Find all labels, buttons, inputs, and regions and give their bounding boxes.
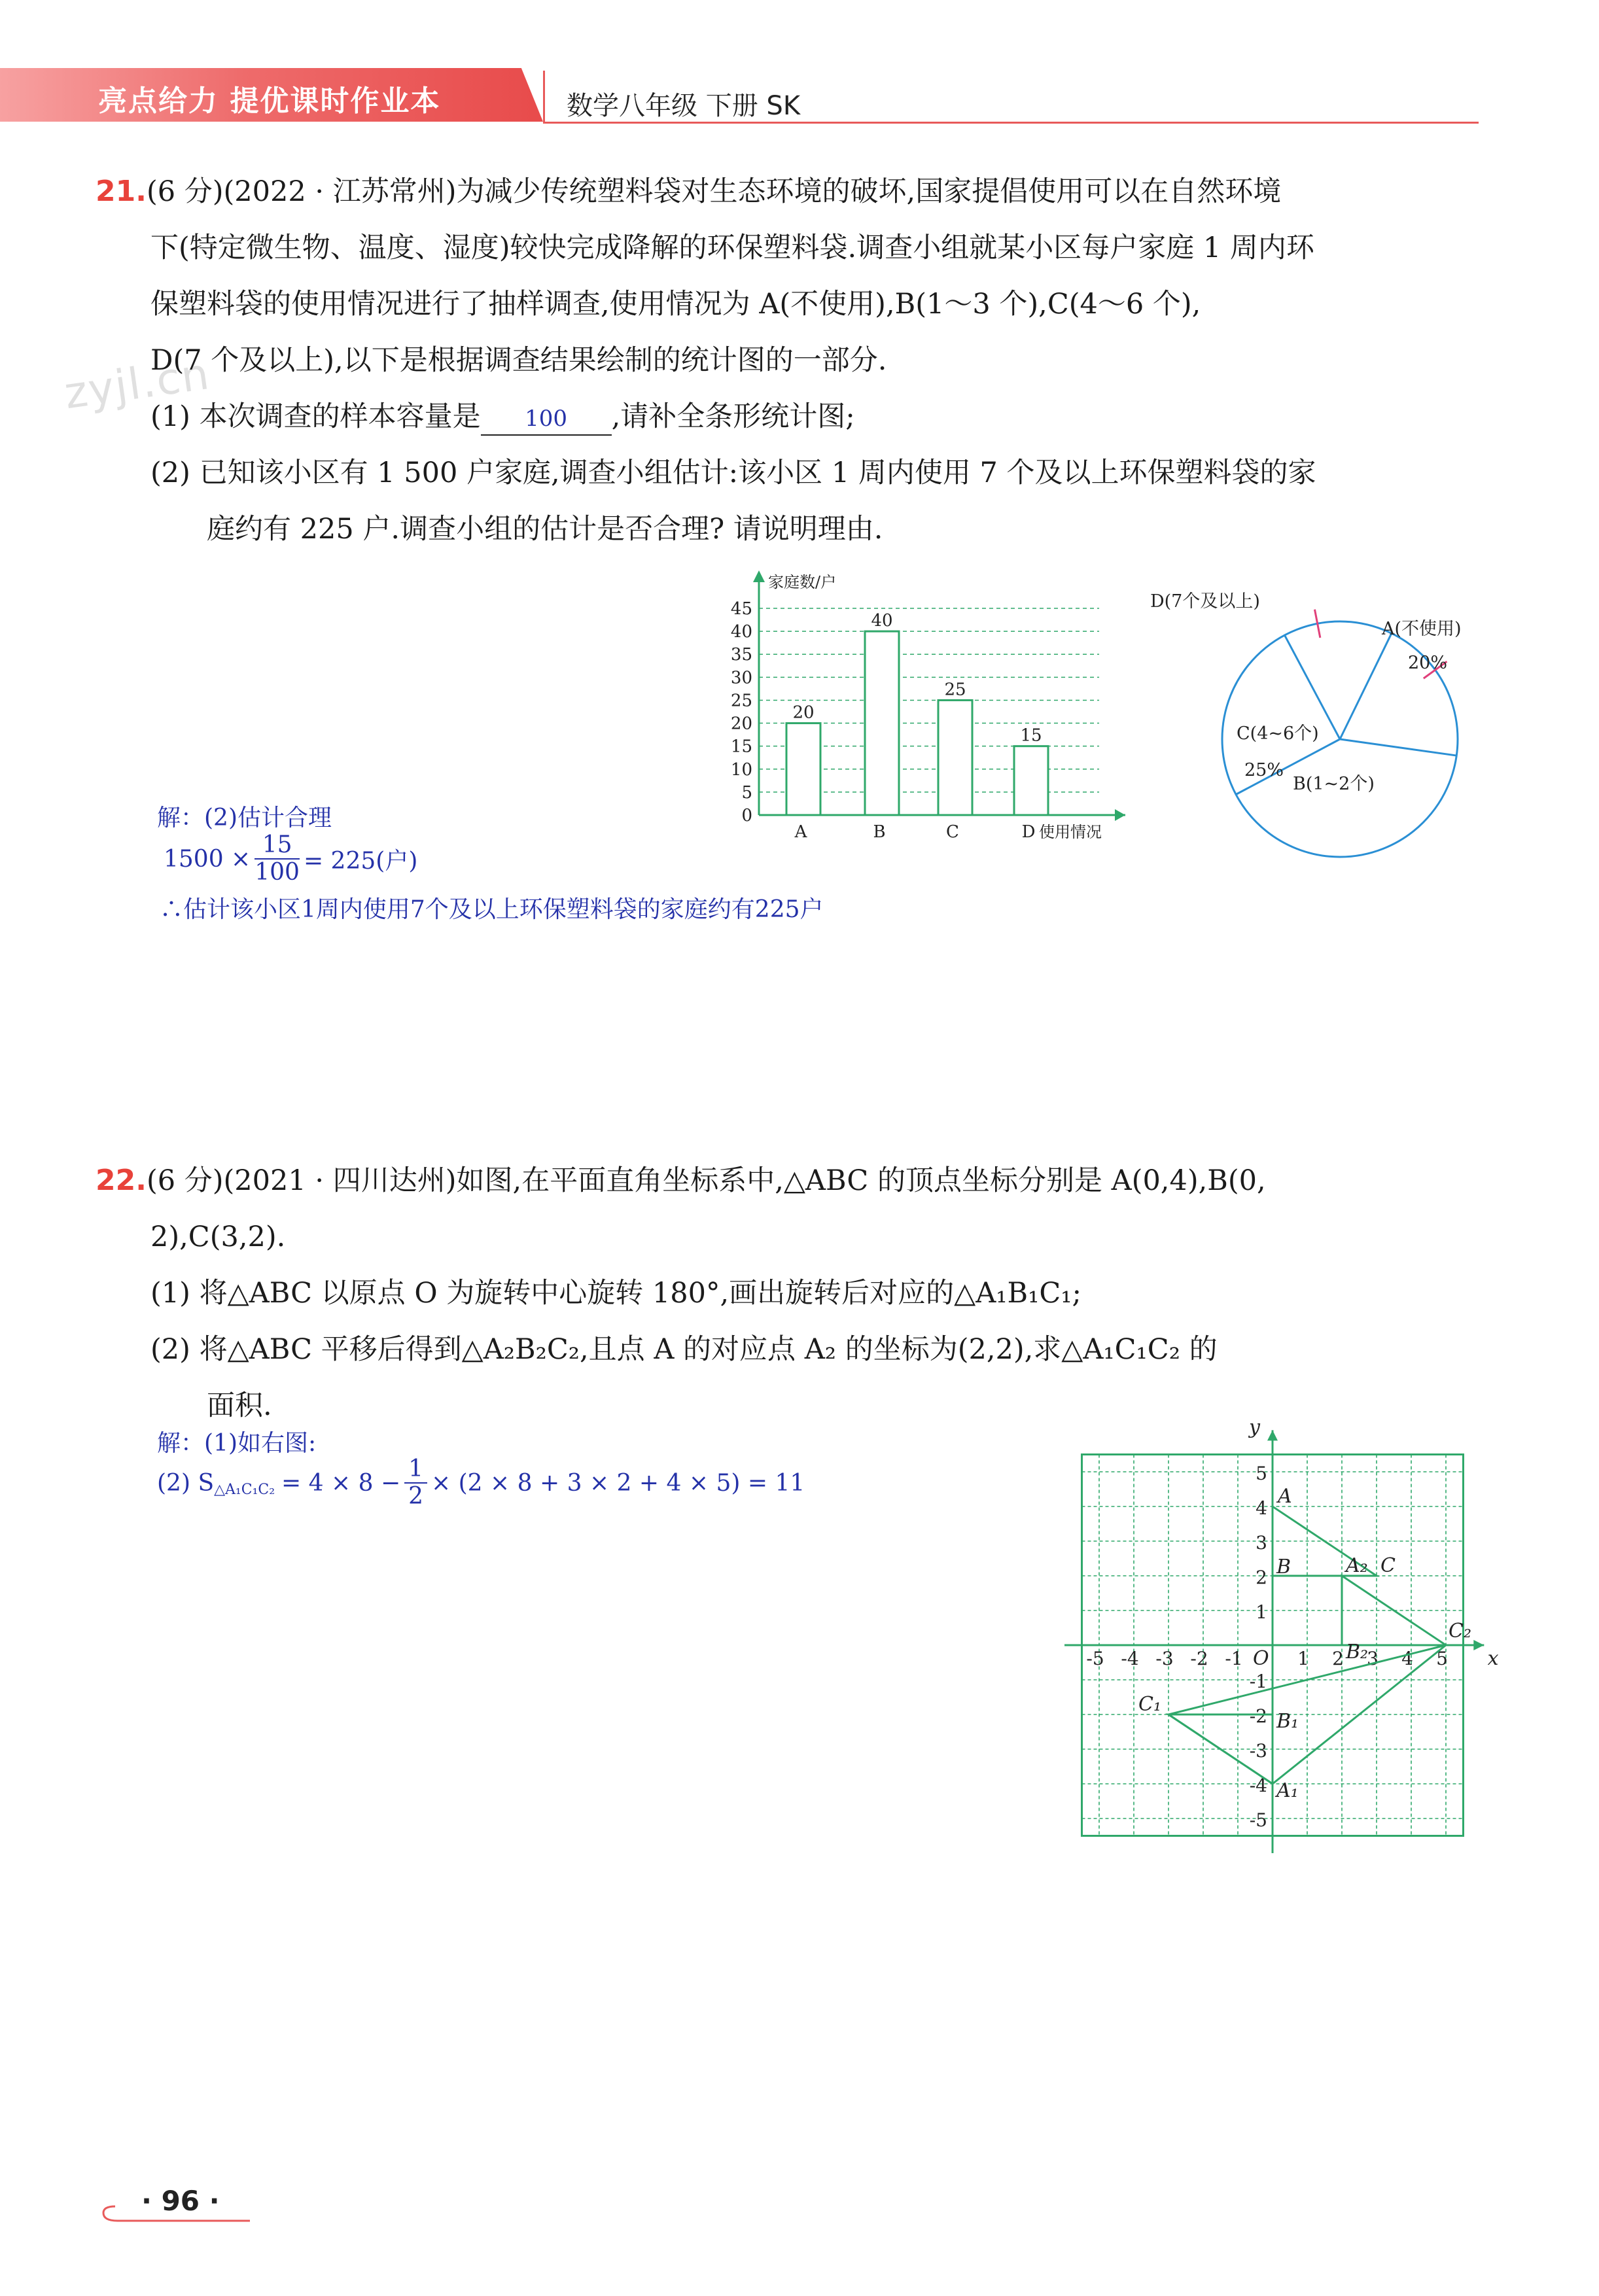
q22-line-1 bbox=[96, 1153, 1266, 1209]
pie-label-B: B(1~2个) bbox=[1293, 774, 1375, 794]
q21-solution-line-1: 解：(2)估计合理 bbox=[157, 805, 332, 831]
x-tick-label: D bbox=[1021, 822, 1036, 842]
point-label: B bbox=[1276, 1556, 1292, 1578]
q21-number: 21. bbox=[96, 175, 147, 208]
x-tick-label: 1 bbox=[1297, 1648, 1309, 1669]
q21-part-1-prefix: (1) 本次调查的样本容量是 bbox=[150, 400, 481, 433]
q21-part-2-line-2: 庭约有 225 户.调查小组的估计是否合理? 请说明理由. bbox=[207, 513, 883, 546]
y-tick-label: 35 bbox=[730, 645, 752, 665]
q21-line-4: D(7 个及以上),以下是根据调查结果绘制的统计图的一部分. bbox=[150, 344, 887, 377]
bar-chart bbox=[707, 563, 1138, 850]
y-tick-label: 25 bbox=[730, 691, 752, 711]
y-axis-arrow bbox=[753, 570, 765, 582]
x-tick-label: B bbox=[873, 822, 886, 842]
y-axis-arrow bbox=[1267, 1430, 1278, 1440]
q21-solution-expr-right: = 225(户) bbox=[303, 847, 418, 875]
point-label: B₂ bbox=[1346, 1641, 1369, 1663]
q21-part-1-suffix: ,请补全条形统计图; bbox=[611, 400, 855, 433]
y-tick-label: 1 bbox=[1256, 1601, 1267, 1623]
point-label: B₁ bbox=[1276, 1710, 1299, 1733]
q22-solution-line-1: 解：(1)如右图: bbox=[157, 1430, 317, 1457]
q22-solution-expr-right: × (2 × 8 + 3 × 2 + 4 × 5) = 11 bbox=[431, 1469, 805, 1497]
q21-fraction-denominator: 100 bbox=[255, 859, 300, 886]
y-axis-label: y bbox=[1249, 1416, 1260, 1439]
y-tick-label: -4 bbox=[1249, 1775, 1267, 1796]
q22-solution-s: (2) S bbox=[157, 1469, 215, 1497]
q22-number: 22. bbox=[96, 1164, 147, 1197]
question-22 bbox=[96, 1153, 1266, 1434]
y-tick-label: 2 bbox=[1256, 1567, 1267, 1588]
y-tick-label: 15 bbox=[730, 737, 752, 757]
q21-line-1 bbox=[96, 164, 1316, 220]
x-axis-arrow bbox=[1473, 1640, 1484, 1650]
q21-line-3: 保塑料袋的使用情况进行了抽样调查,使用情况为 A(不使用),B(1～3 个),C(4～6 个), bbox=[150, 288, 1201, 321]
pie-chart bbox=[1145, 576, 1485, 863]
q22-part-2-line-1: (2) 将△ABC 平移后得到△A₂B₂C₂,且点 A 的对应点 A₂ 的坐标为(2,2),求△A₁C₁C₂ 的 bbox=[150, 1333, 1218, 1366]
y-tick-label: 0 bbox=[741, 806, 752, 826]
header-divider bbox=[543, 71, 545, 123]
x-tick-label: -4 bbox=[1121, 1648, 1139, 1669]
question-21 bbox=[96, 164, 1316, 557]
coordinate-graph bbox=[1060, 1416, 1499, 1858]
x-tick-label: -1 bbox=[1225, 1648, 1243, 1669]
header-rule bbox=[543, 122, 1479, 124]
header-subject: 数学八年级 下册 SK bbox=[567, 91, 801, 121]
x-tick-label: 2 bbox=[1332, 1648, 1344, 1669]
q21-solution-line-3: ∴估计该小区1周内使用7个及以上环保塑料袋的家庭约有225户 bbox=[160, 896, 824, 923]
x-axis-label: x bbox=[1487, 1647, 1499, 1670]
x-tick-label: A bbox=[794, 822, 807, 842]
q22-solution-subscript: △A₁C₁C₂ bbox=[214, 1482, 275, 1498]
q21-fraction-numerator: 15 bbox=[255, 832, 300, 860]
bar-C bbox=[938, 700, 972, 815]
x-tick-label: 3 bbox=[1367, 1648, 1379, 1669]
y-tick-label: 10 bbox=[730, 759, 752, 780]
pie-percent-A: 20% bbox=[1408, 653, 1448, 673]
header-brand: 亮点给力 提优课时作业本 bbox=[98, 84, 441, 118]
bar-value-label: 25 bbox=[944, 680, 966, 700]
y-tick-label: 40 bbox=[730, 622, 752, 642]
q22-part-2-line-2: 面积. bbox=[207, 1389, 272, 1422]
page-number: · 96 · bbox=[141, 2185, 220, 2217]
pie-label-D: D(7个及以上) bbox=[1150, 591, 1260, 612]
y-tick-label: -5 bbox=[1249, 1809, 1267, 1831]
point-label: C₂ bbox=[1449, 1620, 1471, 1643]
y-tick-label: 45 bbox=[730, 599, 752, 619]
q21-part-2-line-1: (2) 已知该小区有 1 500 户家庭,调查小组估计:该小区 1 周内使用 7 个及以上环保塑料袋的家 bbox=[150, 457, 1316, 489]
q22-part-1: (1) 将△ABC 以原点 O 为旋转中心旋转 180°,画出旋转后对应的△A₁B₁C₁; bbox=[150, 1277, 1081, 1310]
bar-value-label: 15 bbox=[1020, 725, 1042, 746]
q21-text-1: (6 分)(2022 · 江苏常州)为减少传统塑料袋对生态环境的破坏,国家提倡使用可以在自然环境 bbox=[146, 175, 1282, 208]
bar-A bbox=[786, 723, 820, 815]
x-axis-label: 使用情况 bbox=[1039, 823, 1102, 841]
y-tick-label: 5 bbox=[1256, 1463, 1267, 1484]
x-tick-label: C bbox=[946, 822, 959, 842]
bar-value-label: 40 bbox=[871, 611, 893, 631]
pie-percent-C: 25% bbox=[1244, 760, 1284, 780]
q22-solution-fraction bbox=[404, 1456, 427, 1510]
q22-fraction-denominator: 2 bbox=[408, 1483, 424, 1510]
point-label: C bbox=[1380, 1554, 1396, 1577]
q21-solution-line-2 bbox=[164, 832, 417, 886]
q21-part-1 bbox=[96, 389, 1316, 445]
watermark: zyjl.cn bbox=[61, 348, 213, 419]
x-tick-label: -2 bbox=[1190, 1648, 1208, 1669]
bar-D bbox=[1014, 746, 1048, 815]
q22-line-2: 2),C(3,2). bbox=[150, 1221, 286, 1253]
point-label: C₁ bbox=[1138, 1693, 1161, 1716]
pie-label-C: C(4~6个) bbox=[1237, 723, 1319, 744]
x-tick-label: -5 bbox=[1086, 1648, 1104, 1669]
x-axis-arrow bbox=[1115, 809, 1125, 821]
x-tick-label: -3 bbox=[1155, 1648, 1174, 1669]
y-tick-label: -1 bbox=[1249, 1671, 1267, 1692]
y-tick-label: -2 bbox=[1249, 1705, 1267, 1727]
q22-fraction-numerator: 1 bbox=[404, 1456, 427, 1484]
y-tick-label: 20 bbox=[730, 714, 752, 734]
bar-value-label: 20 bbox=[792, 703, 815, 723]
q21-solution-expr-left: 1500 × bbox=[164, 845, 251, 873]
y-tick-label: 3 bbox=[1256, 1532, 1267, 1554]
y-tick-label: 5 bbox=[741, 782, 752, 803]
y-axis-label: 家庭数/户 bbox=[768, 573, 837, 591]
origin-label: O bbox=[1253, 1647, 1269, 1670]
y-tick-label: -3 bbox=[1249, 1740, 1267, 1762]
q21-solution-fraction bbox=[255, 832, 300, 886]
q22-solution-expr-mid: = 4 × 8 − bbox=[281, 1469, 401, 1497]
q22-text-1: (6 分)(2021 · 四川达州)如图,在平面直角坐标系中,△ABC 的顶点坐标分别是 A(0,4),B(0, bbox=[146, 1164, 1266, 1197]
x-tick-label: 4 bbox=[1401, 1648, 1413, 1669]
point-label: A bbox=[1278, 1485, 1292, 1508]
pie-label-A: A(不使用) bbox=[1382, 619, 1462, 639]
bar-B bbox=[865, 631, 899, 815]
y-tick-label: 4 bbox=[1256, 1497, 1267, 1519]
point-label: A₁ bbox=[1276, 1779, 1299, 1802]
x-tick-label: 5 bbox=[1436, 1648, 1448, 1669]
y-tick-label: 30 bbox=[730, 668, 752, 688]
point-label: A₂ bbox=[1346, 1554, 1368, 1577]
q22-solution-line-2 bbox=[157, 1456, 805, 1510]
q21-line-2: 下(特定微生物、温度、湿度)较快完成降解的环保塑料袋.调查小组就某小区每户家庭 1 周内环 bbox=[150, 232, 1314, 264]
q21-answer-blank: 100 bbox=[481, 403, 612, 436]
